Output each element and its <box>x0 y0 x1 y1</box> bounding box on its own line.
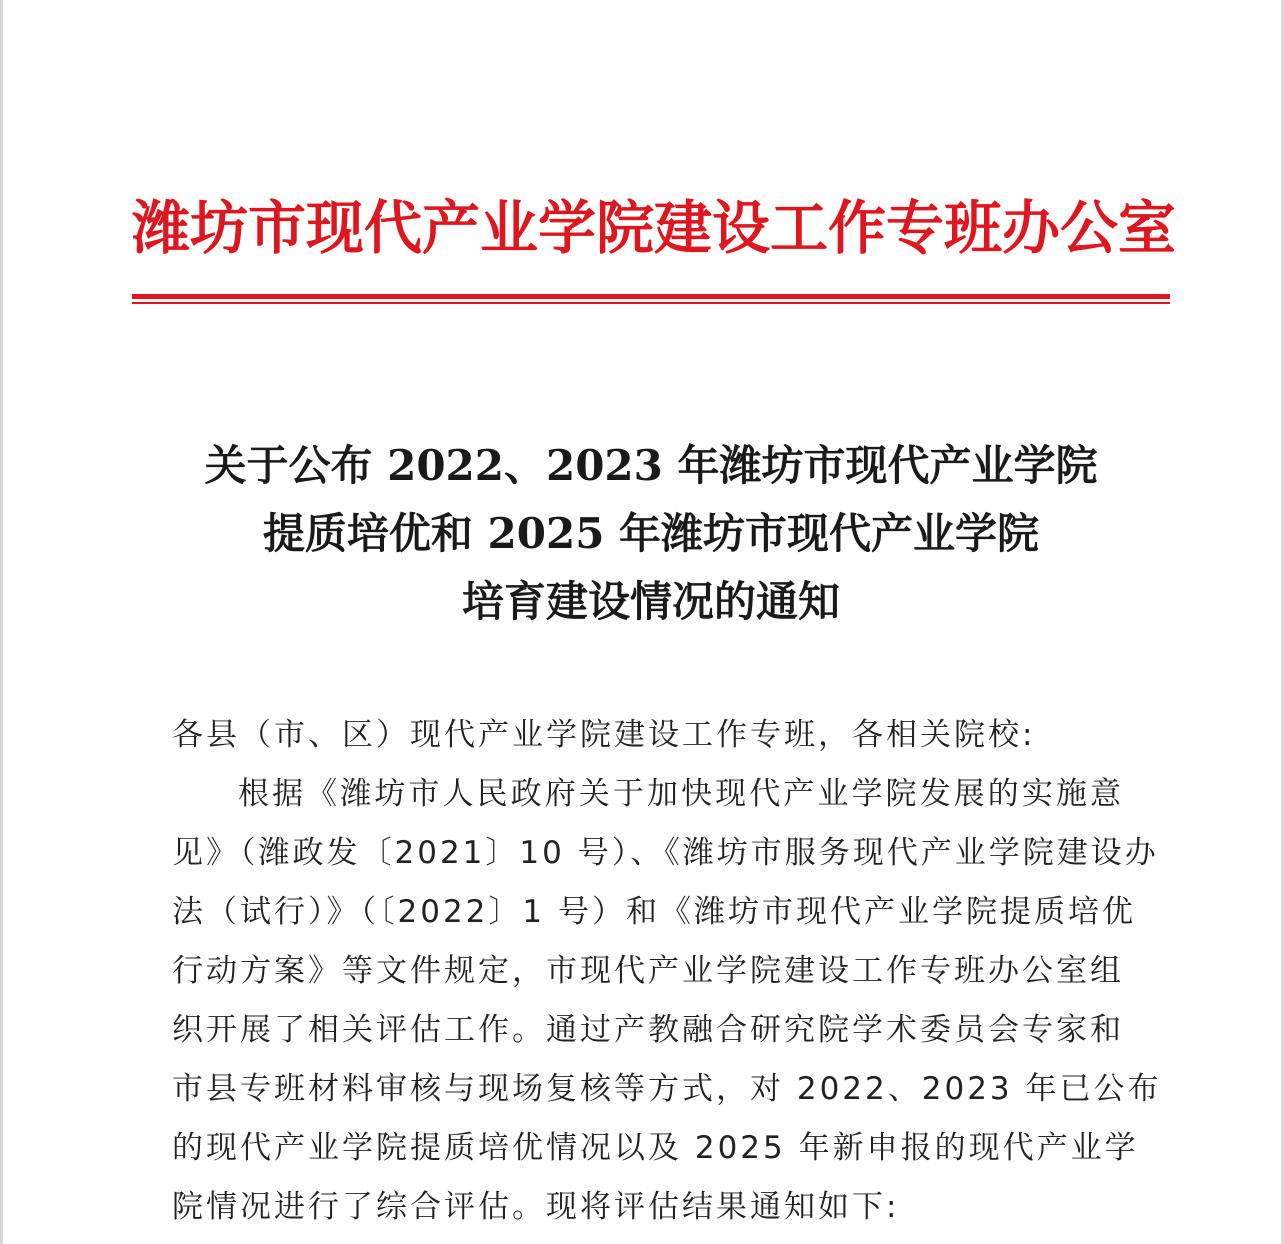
body-line-6: 市县专班材料审核与现场复核等方式，对 2022、2023 年已公布 <box>172 1071 1162 1107</box>
title-line-3: 培育建设情况的通知 <box>461 577 840 626</box>
document-body <box>172 706 1162 1237</box>
page-edge-left <box>0 0 3 1244</box>
title-line-1: 关于公布 2022、2023 年潍坊市现代产业学院 <box>204 441 1098 490</box>
body-line-4: 行动方案》等文件规定，市现代产业学院建设工作专班办公室组 <box>172 953 1124 989</box>
body-line-7: 的现代产业学院提质培优情况以及 2025 年新申报的现代产业学 <box>172 1130 1139 1166</box>
document-title <box>132 432 1170 636</box>
title-line-2: 提质培优和 2025 年潍坊市现代产业学院 <box>262 509 1040 558</box>
body-line-3: 法（试行）》（〔2022〕1 号）和《潍坊市现代产业学院提质培优 <box>172 894 1136 930</box>
letterhead-org-name: 潍坊市现代产业学院建设工作专班办公室 <box>132 194 1177 262</box>
letterhead-red-rule-thick <box>132 294 1170 299</box>
body-line-1: 根据《潍坊市人民政府关于加快现代产业学院发展的实施意 <box>238 776 1124 812</box>
body-line-2: 见》（潍政发〔2021〕10 号）、《潍坊市服务现代产业学院建设办 <box>172 835 1159 871</box>
letterhead-red-rule-thin <box>132 302 1170 304</box>
salutation: 各县（市、区）现代产业学院建设工作专班，各相关院校: <box>172 717 1036 753</box>
body-line-5: 织开展了相关评估工作。通过产教融合研究院学术委员会专家和 <box>172 1012 1124 1048</box>
body-line-8: 院情况进行了综合评估。现将评估结果通知如下: <box>172 1189 900 1225</box>
